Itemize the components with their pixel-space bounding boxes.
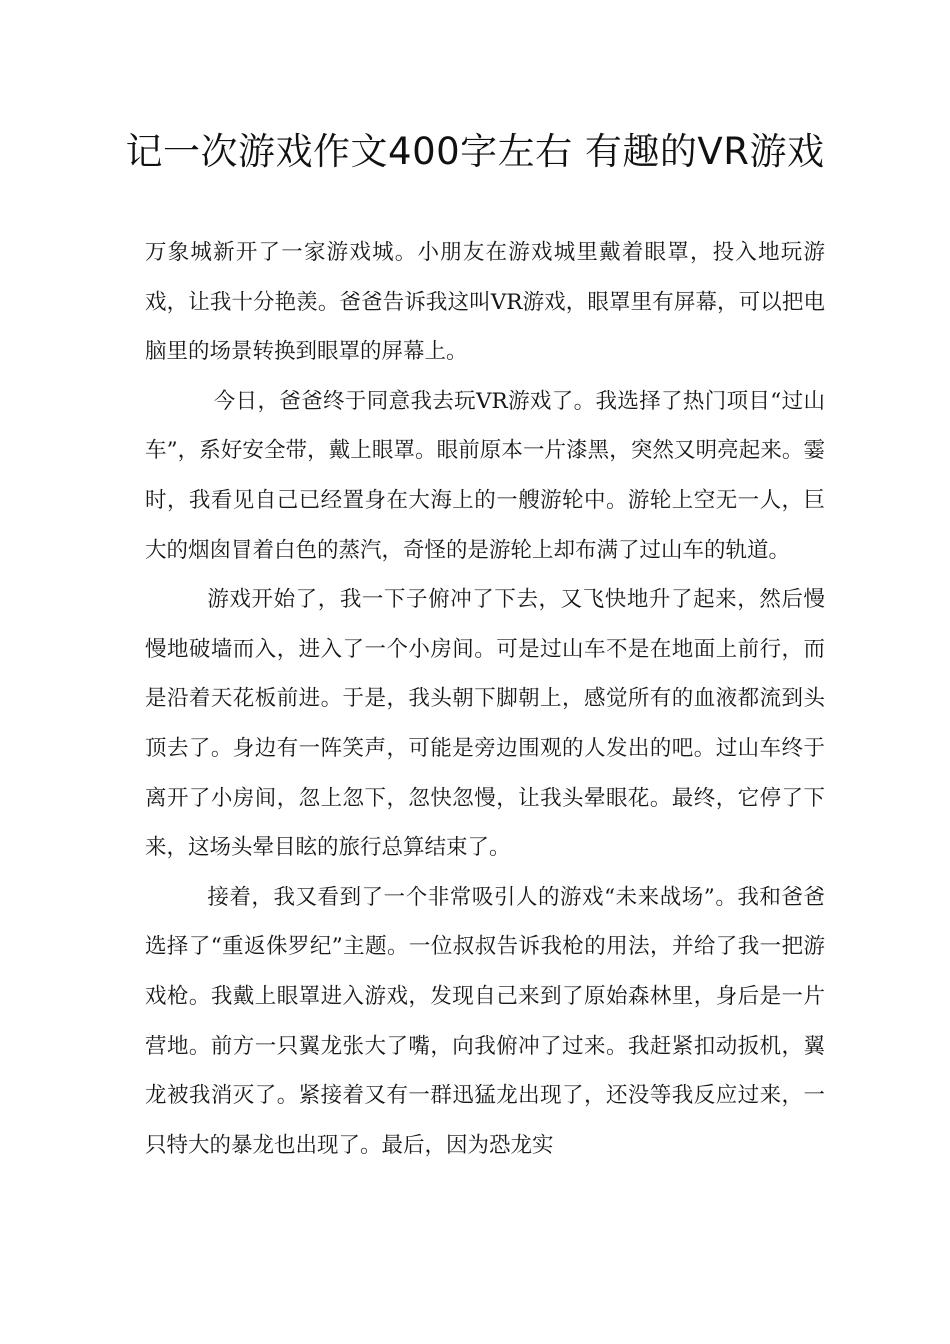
page-title: 记一次游戏作文400字左右 有趣的VR游戏	[125, 130, 825, 173]
paragraph-1: 万象城新开了一家游戏城。小朋友在游戏城里戴着眼罩，投入地玩游戏，让我十分艳羡。爸爸告诉我这叫VR游戏，眼罩里有屏幕，可以把电脑里的场景转换到眼罩的屏幕上。	[145, 240, 825, 365]
paragraph-2: 今日，爸爸终于同意我去玩VR游戏了。我选择了热门项目“过山车”，系好安全带，戴上眼罩。眼前原本一片漆黑，突然又明亮起来。霎时，我看见自己已经置身在大海上的一艘游轮中。游轮上空无一人，巨大的烟囱冒着白色的蒸汽，奇怪的是游轮上却布满了过山车的轨道。	[145, 388, 825, 563]
essay-body	[145, 228, 825, 1170]
paragraph-4: 接着，我又看到了一个非常吸引人的游戏“未来战场”。我和爸爸选择了“重返侏罗纪”主题。一位叔叔告诉我枪的用法，并给了我一把游戏枪。我戴上眼罩进入游戏，发现自己来到了原始森林里，身后是一片营地。前方一只翼龙张大了嘴，向我俯冲了过来。我赶紧扣动扳机，翼龙被我消灭了。紧接着又有一群迅猛龙出现了，还没等我反应过来，一只特大的暴龙也出现了。最后，因为恐龙实	[145, 884, 825, 1158]
paragraph-3: 游戏开始了，我一下子俯冲了下去，又飞快地升了起来，然后慢慢地破墙而入，进入了一个小房间。可是过山车不是在地面上前行，而是沿着天花板前进。于是，我头朝下脚朝上，感觉所有的血液都流到头顶去了。身边有一阵笑声，可能是旁边围观的人发出的吧。过山车终于离开了小房间，忽上忽下，忽快忽慢，让我头晕眼花。最终，它停了下来，这场头晕目眩的旅行总算结束了。	[145, 587, 825, 861]
